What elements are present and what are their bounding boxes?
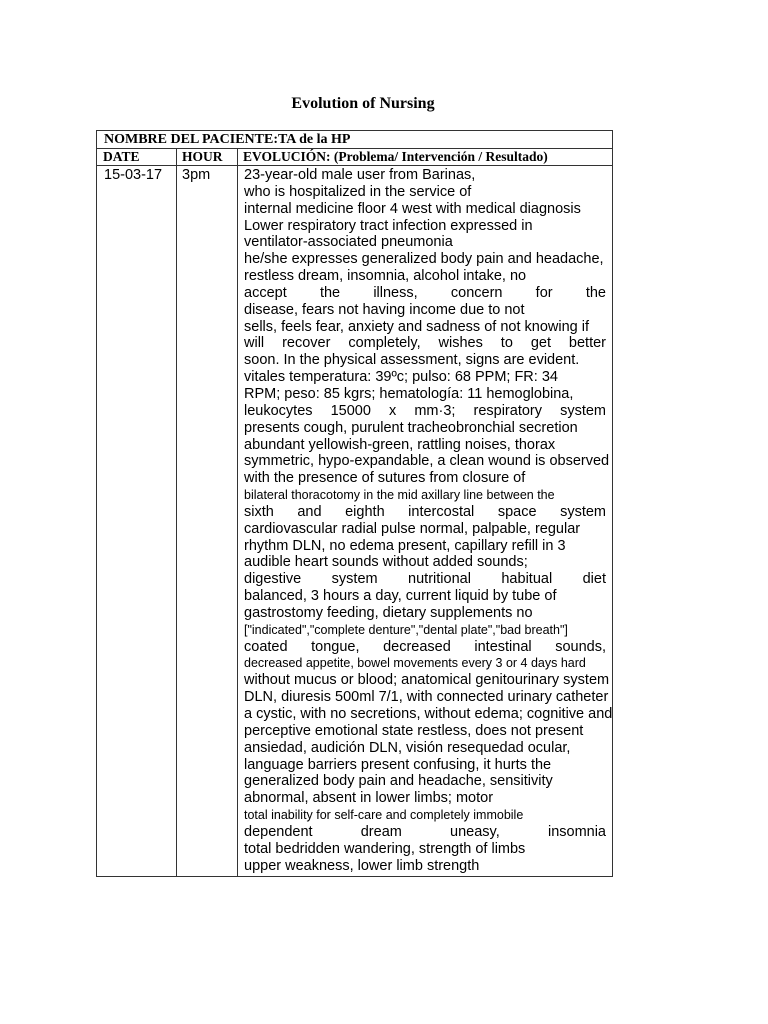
note-line: balanced, 3 hours a day, current liquid by tube of: [244, 588, 557, 605]
note-line: generalized body pain and headache, sensitivity: [244, 773, 553, 790]
note-line: he/she expresses generalized body pain and headache,: [244, 251, 604, 268]
note-line: gastrostomy feeding, dietary supplements no: [244, 604, 533, 621]
note-line: total inability for self-care and completely immobile: [244, 808, 524, 823]
document-title: Evolution of Nursing: [291, 95, 435, 112]
note-line: soon. In the physical assessment, signs are evident.: [244, 352, 580, 369]
note-line: with the presence of sutures from closure of: [244, 470, 526, 487]
patient-name-field: NOMBRE DEL PACIENTE:TA de la HP: [97, 131, 612, 149]
note-line: upper weakness, lower limb strength: [244, 857, 480, 874]
note-line: a cystic, with no secretions, without edema; cognitive and: [244, 706, 613, 722]
column-header-row: [97, 149, 612, 166]
note-line: vitales temperatura: 39ºc; pulso: 68 PPM; FR: 34: [244, 369, 558, 386]
note-line: internal medicine floor 4 west with medical diagnosis: [244, 200, 581, 217]
note-line: Lower respiratory tract infection expressed in: [244, 217, 533, 234]
date-column-header: DATE: [103, 149, 140, 164]
note-line: presents cough, purulent tracheobronchial secretion: [244, 419, 578, 436]
note-line: abundant yellowish-green, rattling noises, thorax: [244, 436, 556, 453]
note-line: who is hospitalized in the service of: [244, 183, 472, 200]
note-line: perceptive emotional state restless, does not present: [244, 722, 584, 739]
hour-column-header: HOUR: [182, 149, 223, 164]
note-line: disease, fears not having income due to not: [244, 301, 525, 318]
note-line: bilateral thoracotomy in the mid axillary line between the: [244, 488, 555, 503]
note-line: 23-year-old male user from Barinas,: [244, 167, 476, 183]
note-line: will recover completely, wishes to get better: [244, 335, 606, 352]
note-line: symmetric, hypo-expandable, a clean wound is observed: [244, 453, 610, 470]
note-line: rhythm DLN, no edema present, capillary refill in 3: [244, 537, 566, 554]
note-line: restless dream, insomnia, alcohol intake, no: [244, 268, 527, 285]
note-line: audible heart sounds without added sounds;: [244, 554, 528, 571]
note-line: ["indicated","complete denture","dental plate","bad breath"]: [244, 622, 568, 637]
column-divider-hour-evolution: [237, 149, 238, 876]
column-divider-date-hour: [176, 149, 177, 876]
note-line: language barriers present confusing, it hurts the: [244, 756, 552, 773]
note-line: sixth and eighth intercostal space system: [244, 503, 606, 520]
note-line: leukocytes 15000 x mm·3; respiratory system: [244, 402, 606, 419]
note-line: coated tongue, decreased intestinal sounds,: [244, 638, 606, 655]
note-line: RPM; peso: 85 kgrs; hematología: 11 hemoglobina,: [244, 385, 574, 402]
evolution-notes: [244, 167, 613, 874]
nursing-evolution-form: [96, 130, 613, 877]
note-line: cardiovascular radial pulse normal, palpable, regular: [244, 520, 581, 537]
note-line: digestive system nutritional habitual diet: [244, 571, 606, 588]
entry-date: 15-03-17: [104, 167, 163, 183]
note-line: decreased appetite, bowel movements every 3 or 4 days hard: [244, 656, 586, 671]
entry-hour: 3pm: [182, 167, 211, 183]
note-line: ansiedad, audición DLN, visión resequedad ocular,: [244, 739, 571, 756]
note-line: without mucus or blood; anatomical genitourinary system: [244, 672, 610, 689]
note-line: total bedridden wandering, strength of limbs: [244, 840, 526, 857]
note-line: ventilator-associated pneumonia: [244, 234, 453, 251]
note-line: DLN, diuresis 500ml 7/1, with connected urinary catheter: [244, 689, 609, 706]
note-line: sells, feels fear, anxiety and sadness of not knowing if: [244, 318, 589, 335]
note-line: abnormal, absent in lower limbs; motor: [244, 790, 494, 807]
note-line: accept the illness, concern for the: [244, 284, 606, 301]
evolution-column-header: EVOLUCIÓN: (Problema/ Intervención / Resultado): [243, 149, 548, 164]
note-line: dependent dream uneasy, insomnia: [244, 823, 606, 840]
